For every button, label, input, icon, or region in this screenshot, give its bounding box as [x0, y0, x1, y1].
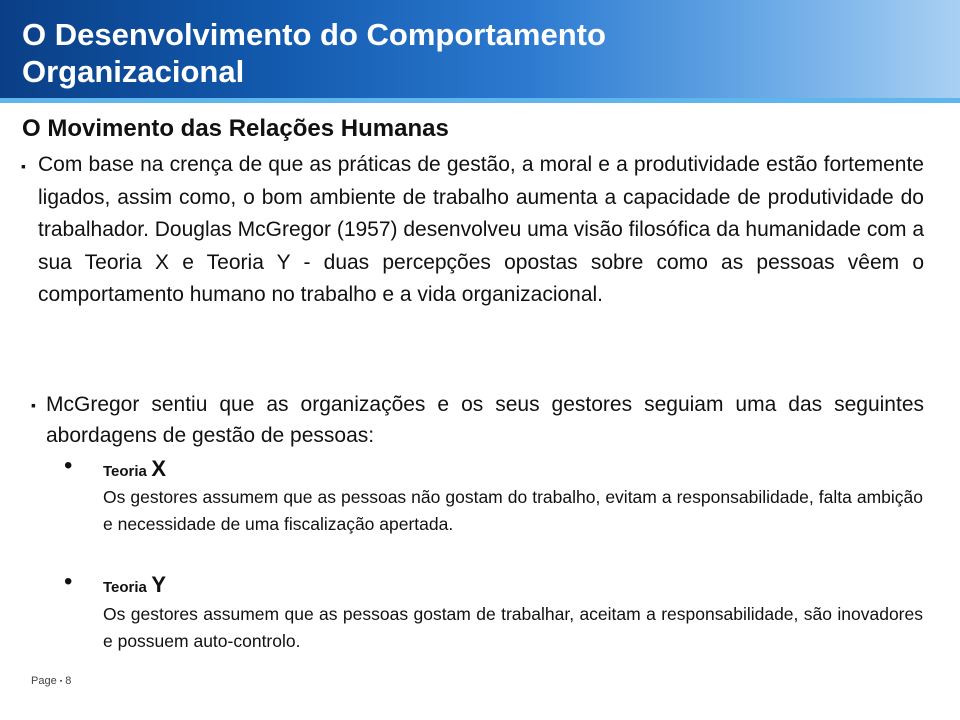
theory-y-description: Os gestores assumem que as pessoas gostam de trabalhar, aceitam a responsabilidade, são inovadores e possuem auto-controlo. [103, 604, 923, 651]
round-bullet-icon: • [64, 452, 73, 479]
square-bullet-icon: ▪ [21, 158, 26, 174]
square-bullet-icon: ▪ [31, 397, 36, 413]
theory-y-label [103, 572, 166, 598]
bullet-paragraph-2: McGregor sentiu que as organizações e os seus gestores seguiam uma das seguintes abordagens de gestão de pessoas: [46, 393, 924, 447]
slide-title-line-1: O Desenvolvimento do Comportamento [22, 17, 606, 52]
slide-title-line-2: Organizacional [22, 54, 245, 89]
theory-x-description: Os gestores assumem que as pessoas não gostam do trabalho, evitam a responsabilidade, falta ambição e necessidade de uma fiscalização apertada. [103, 487, 923, 534]
title-banner [0, 0, 960, 103]
footer-separator-icon: ▪ [59, 677, 63, 685]
theory-label-word: Teoria [103, 579, 147, 596]
page-footer [31, 675, 71, 687]
section-title: O Movimento das Relações Humanas [22, 115, 449, 142]
theory-label-letter: Y [151, 572, 167, 597]
bullet-paragraph-1: Com base na crença de que as práticas de gestão, a moral e a produtividade estão fortemente ligados, assim como, o bom ambiente de trabalho aumenta a capacidade de produtividade do trabalhador. Douglas McGregor (1957) desenvolveu uma visão filosófica da humanidade com a sua Teoria X e Teoria Y - duas percepções opostas sobre como as pessoas vêem o comportamento humano no trabalho e a vida organizacional. [38, 153, 924, 306]
theory-x-label [103, 456, 166, 482]
page-label: Page [31, 675, 57, 687]
page-number: 8 [65, 675, 72, 687]
theory-label-letter: X [151, 456, 167, 481]
round-bullet-icon: • [64, 568, 73, 595]
theory-label-word: Teoria [103, 463, 147, 480]
